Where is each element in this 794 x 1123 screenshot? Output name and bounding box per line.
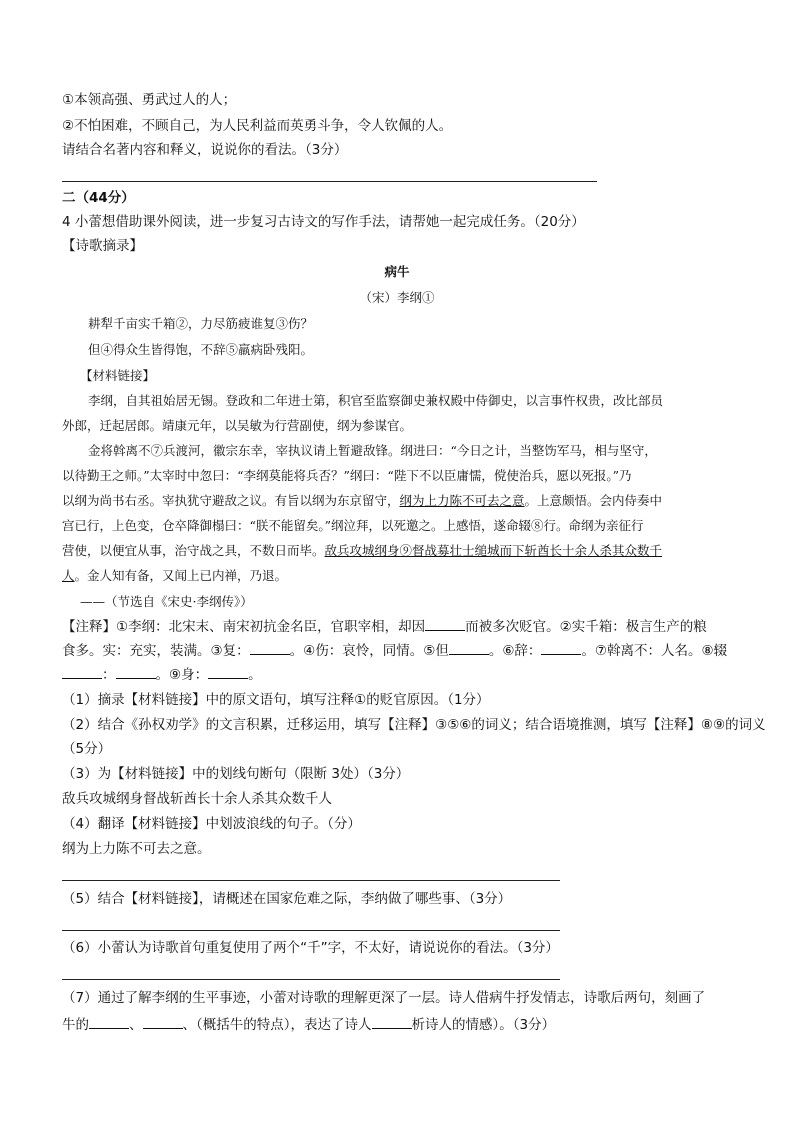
text-span: 。⑥辞： — [488, 643, 542, 659]
notes-line-3 — [62, 664, 262, 685]
text-span: 。 — [248, 667, 262, 683]
fill-blank[interactable] — [541, 640, 581, 655]
fill-blank[interactable] — [116, 664, 156, 679]
question-2-line2: （5分） — [62, 741, 112, 757]
poem-title: 病牛 — [384, 264, 410, 279]
poem-author: （宋）李纲① — [359, 290, 435, 305]
text-span: 。④伤：哀怜，同情。⑤但 — [289, 643, 449, 659]
material-label: 【材料链接】 — [80, 368, 156, 383]
question-1: （1）摘录【材料链接】中的原文语句，填写注释①的贬官原因。（1分） — [62, 692, 490, 708]
fill-blank[interactable] — [143, 1014, 183, 1029]
text-span: 【注释】①李纲：北宋末、南宋初抗金名臣，官职宰相，却因 — [62, 619, 426, 635]
material-p1-line1: 李纲，自其祖始居无锡。登政和二年进士第，积官至监察御史兼权殿中侍御史，以言事忤权贵，改比部员 — [88, 393, 664, 408]
question-4: （4）翻译【材料链接】中划波浪线的句子。（分） — [62, 816, 361, 832]
material-p2-line5 — [62, 541, 662, 561]
text-span: ： — [102, 667, 116, 683]
fill-blank[interactable] — [62, 664, 102, 679]
text-span: 析诗人的情感）。（3分） — [411, 1017, 556, 1033]
answer-line[interactable] — [62, 930, 560, 931]
underlined-sentence: 敌兵攻城纲身⑨督战募壮士缒城而下斩酋长十余人杀其众数千 — [324, 543, 663, 558]
material-p2-line4: 宫已行，上色变，仓卒降御榻曰：“朕不能留矣。”纲泣拜，以死邀之。上感悟，遂命辍⑧行。命纲为亲征行 — [62, 518, 644, 533]
material-p2-line2: 以待勤王之师。”太宰时中忽曰：“李纲莫能将兵否？”纲曰：“陛下不以臣庸懦，傥使治兵，愿以死报。”乃 — [62, 468, 632, 483]
text-span: 、（概括牛的特点），表达了诗人 — [182, 1017, 372, 1033]
answer-line[interactable] — [62, 979, 560, 980]
question-6: （6）小蕾认为诗歌首句重复使用了两个“千”字，不太好，请说说你的看法。（3分） — [62, 940, 559, 956]
answer-line — [62, 181, 597, 182]
text-span: 营使，以便宜从事，治守战之具，不数日而毕。 — [62, 543, 325, 558]
poem-line-2: 但④得众生皆得饱，不辞⑤羸病卧残阳。 — [88, 342, 314, 357]
material-p2-line1: 金将斡离不⑦兵渡河，徽宗东幸，宰执议请上暂避敌锋。纲进曰：“今日之计，当整饬军马，相与坚守， — [88, 443, 657, 458]
fill-blank[interactable] — [372, 1014, 412, 1029]
poem-line-1: 耕犁千亩实千箱②，力尽筋疲谁复③伤？ — [88, 316, 314, 331]
question-3: （3）为【材料链接】中的划线句断句（限断 3处）（3分） — [62, 766, 410, 782]
material-p2-line6 — [62, 566, 287, 586]
question-7-line2 — [62, 1014, 555, 1035]
poem-excerpt-label: 【诗歌摘录】 — [62, 238, 143, 254]
section-heading: 二（44分） — [62, 190, 135, 206]
fill-blank[interactable] — [250, 640, 290, 655]
material-p1-line2: 外郎，迁起居郎。靖康元年，以吴敏为行营副使，纲为参谋官。 — [62, 418, 413, 433]
notes-line-1 — [62, 616, 707, 637]
text-span: 。⑦斡离不：人名。⑧辍 — [581, 643, 728, 659]
question-4-intro: 4 小蕾想借助课外阅读，进一步复习古诗文的写作手法，请帮她一起完成任务。（20分） — [62, 214, 585, 230]
question-5: （5）结合【材料链接】，请概述在国家危难之际，李纳做了哪些事、（3分） — [62, 891, 512, 907]
notes-line-2 — [62, 640, 727, 661]
text-span: 食多。实：充实，装满。③复： — [62, 643, 250, 659]
definition-1: ①本领高强、勇武过人的人； — [62, 92, 237, 108]
instruction-3pts: 请结合名著内容和释义，说说你的看法。（3分） — [62, 142, 348, 158]
question-3-text: 敌兵攻城纲身督战斩酋长十余人杀其众数千人 — [62, 791, 332, 807]
fill-blank[interactable] — [89, 1014, 129, 1029]
material-source: ——（节选自《宋史·李纲传》） — [80, 594, 253, 609]
text-span: 牛的 — [62, 1017, 89, 1033]
question-4-text: 纲为上力陈不可去之意。 — [62, 841, 211, 857]
question-7-line1: （7）通过了解李纲的生平事迹，小蕾对诗歌的理解更深了一层。诗人借病牛抒发情志，诗歌后两句，刻画了 — [62, 990, 706, 1006]
fill-blank[interactable] — [208, 664, 248, 679]
fill-blank[interactable] — [425, 616, 465, 631]
text-span: 、 — [129, 1017, 143, 1033]
text-span: 。⑨身： — [155, 667, 209, 683]
fill-blank[interactable] — [449, 640, 489, 655]
answer-line[interactable] — [62, 880, 560, 881]
wavy-underlined-sentence: 纲为上力陈不可去之意 — [399, 493, 525, 508]
text-span: 以纲为尚书右丞。宰执犹守避敌之议。有旨以纲为东京留守， — [62, 493, 400, 508]
text-span: 。上意颇悟。会内侍奏中 — [524, 493, 663, 508]
text-span: 。金人知有备，又闻上已内禅，乃退。 — [74, 568, 288, 583]
underlined-sentence-end: 人 — [62, 568, 75, 583]
definition-2: ②不怕困难，不顾自己，为人民利益而英勇斗争，令人钦佩的人。 — [62, 118, 453, 134]
material-p2-line3 — [62, 491, 662, 511]
text-span: 而被多次贬官。②实千箱：极言生产的粮 — [465, 619, 707, 635]
question-2-line1: （2）结合《孙权劝学》的文言积累，迁移运用，填写【注释】③⑤⑥的词义；结合语境推测，填写【注释】⑧⑨的词义 — [62, 717, 766, 733]
